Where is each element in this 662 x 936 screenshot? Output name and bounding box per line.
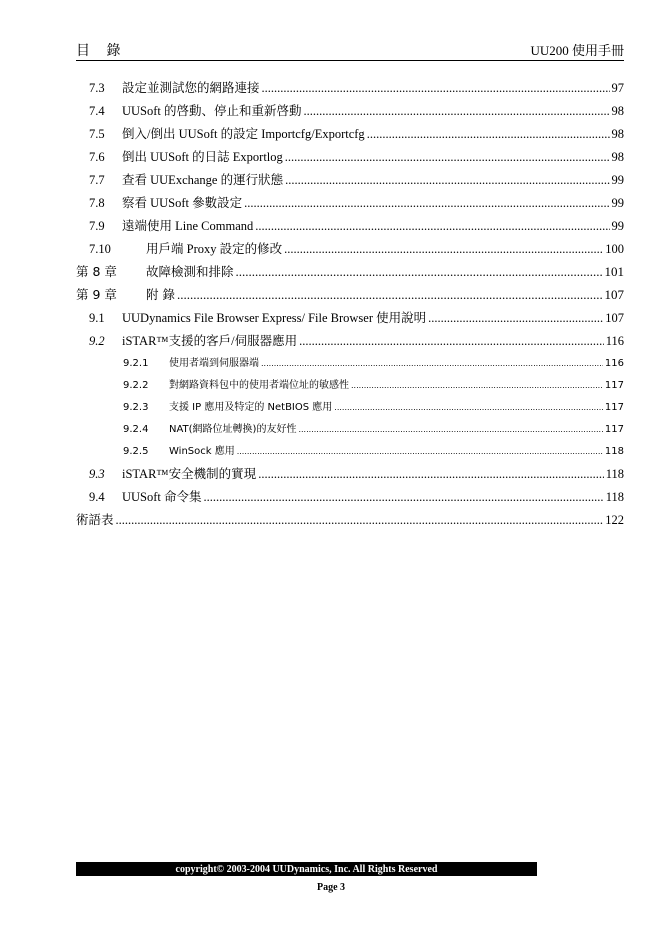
toc-entry[interactable]	[76, 420, 624, 442]
toc-entry-title: NAT(網路位址轉換)的友好性	[169, 424, 297, 435]
toc-entry[interactable]	[76, 78, 624, 101]
toc-entry-title: 附 錄	[146, 287, 175, 302]
toc-entry-title: 故障檢測和排除	[146, 264, 234, 279]
toc-entry-title: UUSoft 的啓動、停止和重新啓動	[122, 104, 302, 118]
toc-entry-number: 9.1	[89, 311, 105, 325]
toc-dot-leader	[255, 219, 609, 234]
toc-entry[interactable]	[76, 331, 624, 354]
toc-entry-title: UUSoft 命令集	[122, 490, 202, 504]
toc-entry-page: 107	[605, 311, 624, 325]
table-of-contents	[76, 78, 624, 533]
toc-dot-leader	[116, 513, 604, 528]
toc-entry[interactable]	[76, 262, 624, 285]
toc-entry-number: 9.3	[89, 467, 105, 481]
toc-entry-page: 98	[611, 150, 624, 164]
toc-entry[interactable]	[76, 193, 624, 216]
toc-entry-number: 9.4	[89, 490, 105, 504]
toc-entry-title: 倒入/倒出 UUSoft 的設定 Importcfg/Exportcfg	[122, 127, 365, 141]
copyright-text: copyright© 2003-2004 UUDynamics, Inc. All Rights Reserved	[175, 863, 438, 875]
toc-entry-page: 118	[604, 446, 624, 457]
toc-entry-title: 察看 UUSoft 參數設定	[122, 196, 243, 210]
toc-entry-title: 支援 IP 應用及特定的 NetBIOS 應用	[169, 402, 333, 413]
toc-entry-page: 116	[604, 358, 624, 369]
toc-dot-leader	[262, 81, 610, 96]
toc-entry-title: 倒出 UUSoft 的日誌 Exportlog	[122, 150, 283, 164]
toc-entry-title: 對網路資料包中的使用者端位址的敏感性	[169, 380, 349, 391]
toc-dot-leader	[284, 242, 603, 257]
footer-page-number: Page 3	[316, 882, 346, 893]
toc-entry[interactable]	[76, 170, 624, 193]
toc-entry-page: 99	[611, 219, 624, 233]
toc-entry[interactable]	[76, 239, 624, 262]
toc-entry-page: 99	[611, 173, 624, 187]
toc-dot-leader	[204, 490, 604, 505]
toc-entry-page: 118	[605, 467, 624, 481]
toc-entry-title: UUDynamics File Browser Express/ File Browser 使用說明	[122, 311, 427, 325]
toc-entry-title: 設定並測試您的網路連接	[122, 81, 260, 95]
toc-entry-title: WinSock 應用	[169, 446, 235, 457]
toc-dot-leader	[285, 150, 610, 165]
toc-entry-page: 98	[611, 127, 624, 141]
toc-dot-leader	[244, 196, 609, 211]
toc-entry-number: 9.2	[89, 334, 105, 348]
toc-entry[interactable]	[76, 308, 624, 331]
toc-entry-number: 7.4	[89, 104, 105, 118]
toc-entry[interactable]	[76, 487, 624, 510]
toc-entry-page: 107	[604, 287, 624, 302]
toc-entry-number: 9.2.1	[123, 358, 149, 369]
toc-entry-number: 7.7	[89, 173, 105, 187]
toc-entry-page: 117	[604, 424, 624, 435]
toc-entry[interactable]	[76, 216, 624, 239]
toc-entry-number: 第 9 章	[76, 287, 117, 302]
toc-dot-leader	[285, 173, 609, 188]
toc-dot-leader	[258, 467, 604, 482]
toc-entry-title: 術語表	[76, 513, 114, 527]
toc-entry-number: 7.5	[89, 127, 105, 141]
toc-entry-page: 118	[605, 490, 624, 504]
toc-entry-page: 99	[611, 196, 624, 210]
toc-entry-number: 7.9	[89, 219, 105, 233]
toc-entry[interactable]	[76, 376, 624, 398]
toc-entry[interactable]	[76, 442, 624, 464]
toc-entry-number: 7.3	[89, 81, 105, 95]
toc-entry-page: 117	[604, 402, 624, 413]
toc-dot-leader	[367, 127, 610, 142]
toc-dot-leader	[261, 359, 603, 368]
toc-entry-title: 使用者端到伺服器端	[169, 358, 259, 369]
toc-dot-leader	[351, 381, 603, 390]
toc-entry-page: 98	[611, 104, 624, 118]
footer-copyright	[76, 862, 537, 876]
toc-dot-leader	[299, 334, 604, 349]
toc-dot-leader	[236, 264, 603, 280]
toc-entry-number: 9.2.5	[123, 446, 149, 457]
toc-entry-title: iSTAR™安全機制的實現	[122, 467, 257, 481]
toc-entry[interactable]	[76, 101, 624, 124]
toc-entry-title: iSTAR™支援的客戶/伺服器應用	[122, 334, 298, 348]
page-header	[76, 38, 624, 61]
toc-entry-number: 7.8	[89, 196, 105, 210]
toc-entry[interactable]	[76, 285, 624, 308]
toc-entry[interactable]	[76, 510, 624, 533]
toc-dot-leader	[334, 403, 603, 412]
toc-dot-leader	[304, 104, 610, 119]
toc-entry-page: 100	[605, 242, 624, 256]
toc-entry[interactable]	[76, 124, 624, 147]
toc-dot-leader	[298, 425, 602, 434]
toc-entry-page: 122	[605, 513, 624, 527]
toc-entry-number: 7.6	[89, 150, 105, 164]
toc-entry-number: 9.2.2	[123, 380, 149, 391]
toc-entry[interactable]	[76, 464, 624, 487]
toc-entry-title: 查看 UUExchange 的運行狀態	[122, 173, 284, 187]
toc-entry-title: 用戶端 Proxy 設定的修改	[146, 242, 283, 256]
toc-entry-page: 97	[611, 81, 624, 95]
toc-entry[interactable]	[76, 398, 624, 420]
toc-entry-page: 101	[604, 264, 624, 279]
toc-entry-title: 遠端使用 Line Command	[122, 219, 254, 233]
toc-entry-number: 第 8 章	[76, 264, 117, 279]
header-product-title: UU200 使用手冊	[530, 43, 624, 58]
toc-entry-number: 9.2.4	[123, 424, 149, 435]
toc-entry[interactable]	[76, 147, 624, 170]
toc-entry-page: 117	[604, 380, 624, 391]
toc-dot-leader	[177, 287, 603, 303]
toc-entry-number: 7.10	[89, 242, 111, 256]
toc-entry-page: 116	[605, 334, 624, 348]
toc-dot-leader	[237, 447, 603, 456]
toc-dot-leader	[428, 311, 603, 326]
toc-entry[interactable]	[76, 354, 624, 376]
toc-entry-number: 9.2.3	[123, 402, 149, 413]
header-section-title: 目 錄	[76, 43, 127, 59]
